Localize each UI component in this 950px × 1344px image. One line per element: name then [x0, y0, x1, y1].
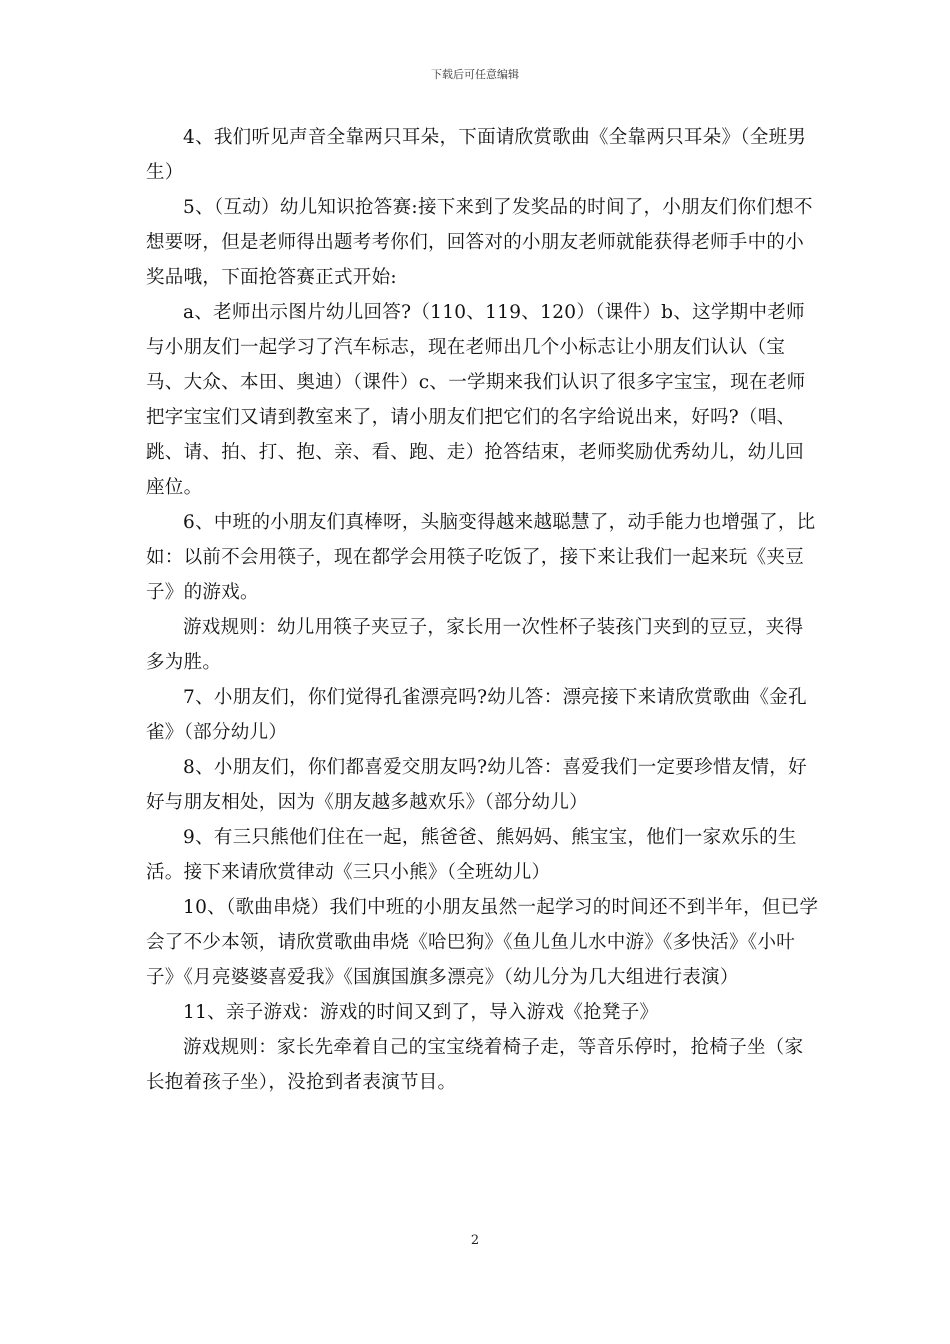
paragraph-item-4: 4、我们听见声音全靠两只耳朵，下面请欣赏歌曲《全靠两只耳朵》（全班男生）: [146, 127, 807, 183]
paragraph-item-6: 6、中班的小朋友们真棒呀，头脑变得越来越聪慧了，动手能力也增强了，比如：以前不会用筷子，现在都学会用筷子吃饭了，接下来让我们一起来玩《夹豆子》的游戏。: [146, 512, 816, 603]
paragraph-item-11: 11、亲子游戏：游戏的时间又到了，导入游戏《抢凳子》: [183, 1002, 659, 1023]
page-number: 2: [470, 1233, 480, 1248]
paragraph-game-rules-beans: 游戏规则：幼儿用筷子夹豆子，家长用一次性杯子装孩门夹到的豆豆，夹得多为胜。: [146, 617, 804, 673]
paragraph-item-5: 5、（互动）幼儿知识抢答赛:接下来到了发奖品的时间了，小朋友们你们想不想要呀，但是老师得出题考考你们，回答对的小朋友老师就能获得老师手中的小奖品哦，下面抢答赛正式开始:: [146, 197, 813, 288]
paragraph-game-rules-chairs: 游戏规则：家长先牵着自己的宝宝绕着椅子走，等音乐停时，抢椅子坐（家长抱着孩子坐），没抢到者表演节目。: [146, 1037, 804, 1093]
paragraph-item-8: 8、小朋友们，你们都喜爱交朋友吗?幼儿答：喜爱我们一定要珍惜友情，好好与朋友相处，因为《朋友越多越欢乐》（部分幼儿）: [146, 757, 807, 813]
paragraph-item-9: 9、有三只熊他们住在一起，熊爸爸、熊妈妈、熊宝宝，他们一家欢乐的生活。接下来请欣赏律动《三只小熊》（全班幼儿）: [146, 827, 797, 883]
paragraph-item-7: 7、小朋友们，你们觉得孔雀漂亮吗?幼儿答：漂亮接下来请欣赏歌曲《金孔雀》（部分幼儿）: [146, 687, 807, 743]
header-note: 下载后可任意编辑: [431, 68, 519, 81]
paragraph-quiz-details: a、老师出示图片幼儿回答?（110、119、120）（课件）b、这学期中老师与小朋友们一起学习了汽车标志，现在老师出几个小标志让小朋友们认认（宝马、大众、本田、奥迪）（课件）c、一学期来我们认识了很多字宝宝，现在老师把字宝宝们又请到教室来了，请小朋友们把它们的名字给说出来，好吗?（唱、跳、请、拍、打、抱、亲、看、跑、走）抢答结束，老师奖励优秀幼儿，幼儿回座位。: [146, 302, 806, 498]
document-body: [146, 120, 822, 1100]
paragraph-item-10: 10、（歌曲串烧）我们中班的小朋友虽然一起学习的时间还不到半年，但已学会了不少本领，请欣赏歌曲串烧《哈巴狗》《鱼儿鱼儿水中游》《多快活》《小叶子》《月亮婆婆喜爱我》《国旗国旗多漂亮》（幼儿分为几大组进行表演）: [146, 897, 819, 988]
